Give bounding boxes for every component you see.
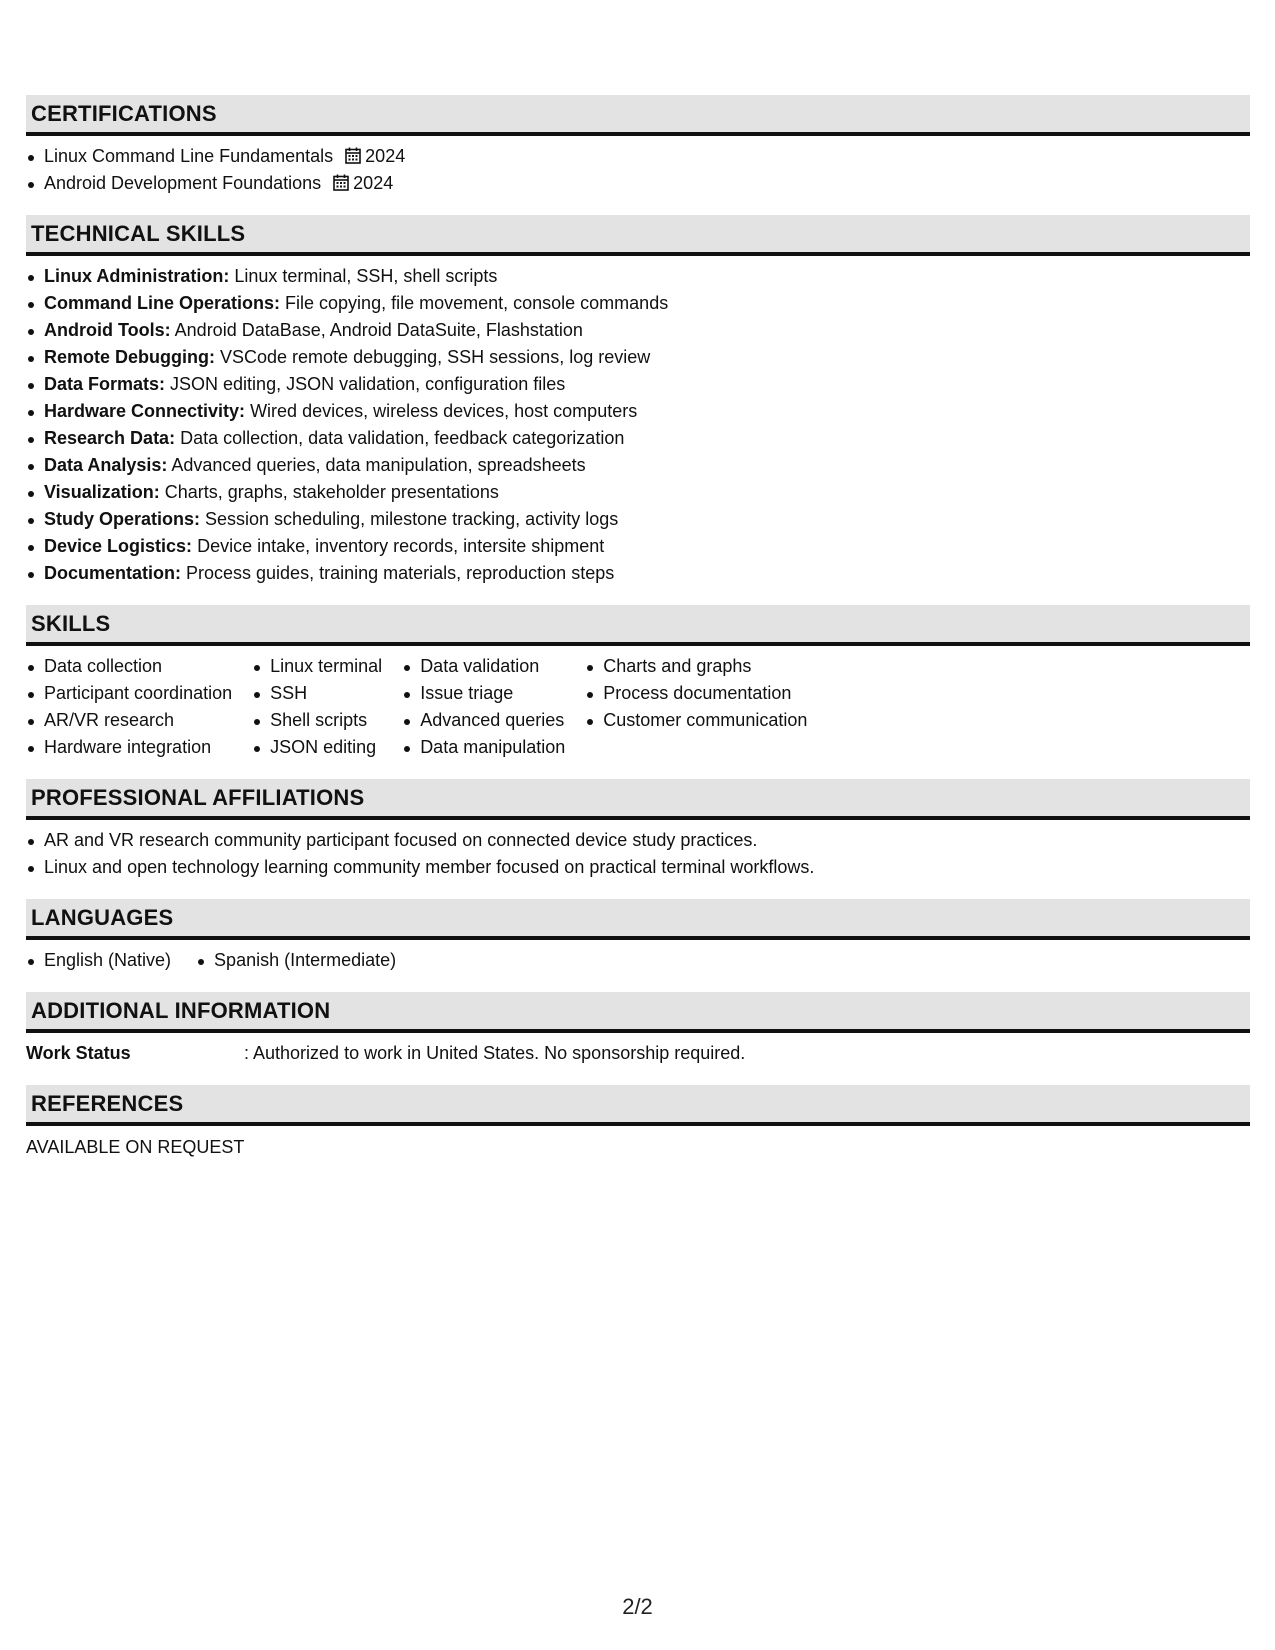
section-heading: TECHNICAL SKILLS (26, 215, 1250, 256)
skill-label: Data Formats: (44, 374, 166, 394)
list-item: Data manipulation (402, 734, 565, 761)
skills-column (26, 653, 232, 761)
list-item: Data validation (402, 653, 565, 680)
skill-value: File copying, file movement, console commands (280, 293, 669, 313)
skills-column (402, 653, 565, 761)
work-status-label: Work Status (26, 1043, 131, 1063)
certification-year: 2024 (353, 173, 394, 193)
list-item (26, 533, 1250, 560)
skill-label: Documentation: (44, 563, 181, 583)
list-item: SSH (252, 680, 382, 707)
references-section (26, 1085, 1250, 1161)
skill-value: Process guides, training materials, reproduction steps (181, 563, 615, 583)
certification-name: Linux Command Line Fundamentals (44, 146, 334, 166)
affiliations-section (26, 779, 1250, 881)
section-heading: SKILLS (26, 605, 1250, 646)
additional-info-section (26, 992, 1250, 1067)
skill-label: Command Line Operations: (44, 293, 281, 313)
list-item: AR/VR research (26, 707, 232, 734)
list-item: Data collection (26, 653, 232, 680)
list-item (26, 479, 1250, 506)
skills-column (585, 653, 807, 761)
section-heading: PROFESSIONAL AFFILIATIONS (26, 779, 1250, 820)
skill-label: Research Data: (44, 428, 176, 448)
skill-label: Study Operations: (44, 509, 201, 529)
skill-label: Hardware Connectivity: (44, 401, 246, 421)
work-status-value: : Authorized to work in United States. No sponsorship required. (244, 1043, 746, 1063)
skill-label: Remote Debugging: (44, 347, 215, 367)
list-item: Participant coordination (26, 680, 232, 707)
list-item (26, 560, 1250, 587)
list-item (26, 371, 1250, 398)
list-item (26, 425, 1250, 452)
list-item: Issue triage (402, 680, 565, 707)
skill-value: Charts, graphs, stakeholder presentations (159, 482, 499, 502)
skill-value: VSCode remote debugging, SSH sessions, log review (215, 347, 651, 367)
list-item: Advanced queries (402, 707, 565, 734)
skill-label: Device Logistics: (44, 536, 193, 556)
skills-columns (26, 646, 1250, 761)
skill-label: Data Analysis: (44, 455, 168, 475)
certification-name: Android Development Foundations (44, 173, 322, 193)
skills-column (252, 653, 382, 761)
info-row (26, 1033, 1250, 1067)
list-item (26, 398, 1250, 425)
skill-label: Linux Administration: (44, 266, 230, 286)
list-item: AR and VR research community participant focused on connected device study practices. (26, 827, 1250, 854)
section-heading: ADDITIONAL INFORMATION (26, 992, 1250, 1033)
skill-value: Session scheduling, milestone tracking, activity logs (200, 509, 619, 529)
list-item: Shell scripts (252, 707, 382, 734)
calendar-icon (333, 174, 349, 191)
section-heading: REFERENCES (26, 1085, 1250, 1126)
skill-value: Wired devices, wireless devices, host computers (245, 401, 638, 421)
list-item: Customer communication (585, 707, 807, 734)
skill-value: Android DataBase, Android DataSuite, Flashstation (170, 320, 583, 340)
list-item: Linux terminal (252, 653, 382, 680)
calendar-icon (345, 147, 361, 164)
list-item (26, 506, 1250, 533)
skill-value: Data collection, data validation, feedback categorization (175, 428, 625, 448)
technical-skills-section (26, 215, 1250, 587)
resume-page (26, 95, 1250, 1179)
section-heading: CERTIFICATIONS (26, 95, 1250, 136)
list-item: Linux and open technology learning community member focused on practical terminal workflows. (26, 854, 1250, 881)
list-item (26, 344, 1250, 371)
list-item: JSON editing (252, 734, 382, 761)
references-text: AVAILABLE ON REQUEST (26, 1137, 245, 1157)
skill-value: JSON editing, JSON validation, configuration files (165, 374, 566, 394)
list-item: Spanish (Intermediate) (196, 947, 396, 974)
skill-value: Device intake, inventory records, intersite shipment (192, 536, 605, 556)
list-item (26, 317, 1250, 344)
list-item: Process documentation (585, 680, 807, 707)
languages-section (26, 899, 1250, 974)
section-heading: LANGUAGES (26, 899, 1250, 940)
skill-label: Android Tools: (44, 320, 171, 340)
list-item: Charts and graphs (585, 653, 807, 680)
list-item (26, 290, 1250, 317)
certifications-section (26, 95, 1250, 197)
list-item (26, 170, 1250, 197)
list-item (26, 263, 1250, 290)
page-number: 2/2 (622, 1594, 653, 1619)
list-item (26, 452, 1250, 479)
list-item: Hardware integration (26, 734, 232, 761)
list-item: English (Native) (26, 947, 171, 974)
certification-year: 2024 (365, 146, 406, 166)
skill-value: Linux terminal, SSH, shell scripts (229, 266, 498, 286)
skill-label: Visualization: (44, 482, 160, 502)
skill-value: Advanced queries, data manipulation, spreadsheets (167, 455, 586, 475)
skills-section (26, 605, 1250, 761)
list-item (26, 143, 1250, 170)
